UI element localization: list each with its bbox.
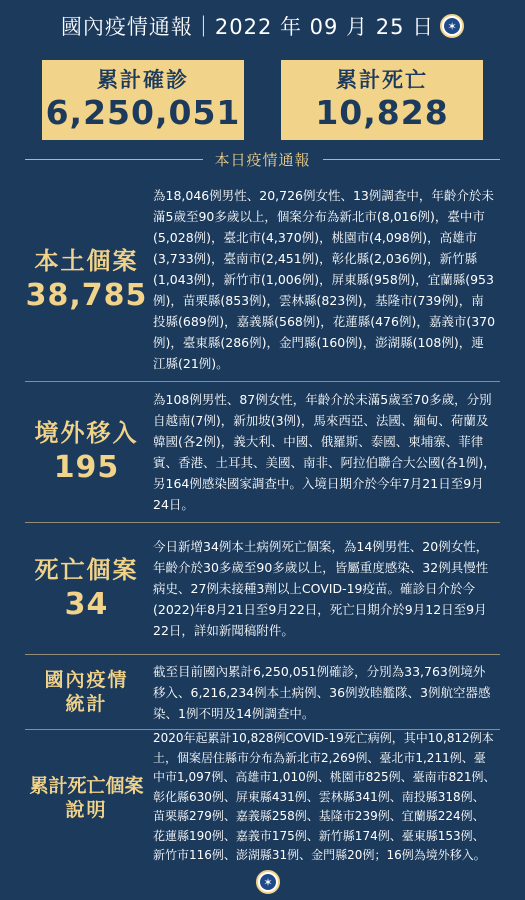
totals-panel: [42, 60, 483, 140]
section-domestic-stats: [25, 655, 500, 730]
divider-line-left: [25, 159, 203, 160]
section-imported-cases: [25, 382, 500, 523]
local-cases-summary: [25, 178, 148, 381]
imported-cases-summary: [25, 382, 148, 522]
footer-emblem-icon: [256, 870, 280, 894]
domestic-stats-title-line2: 統計: [65, 693, 108, 715]
section-local-cases: [25, 178, 500, 382]
domestic-stats-text: 截至目前國內累計6,250,051例確診，分別為33,763例境外移入、6,216,234例本土病例、36例敦睦艦隊、3例航空器感染、1例不明及14例調查中。: [153, 663, 491, 721]
divider-line-right: [323, 159, 501, 160]
total-deaths-box: [281, 60, 483, 140]
total-confirmed-value: 6,250,051: [45, 93, 241, 132]
total-deaths-value: 10,828: [315, 93, 449, 132]
imported-cases-value: 195: [53, 450, 120, 485]
total-deaths-label: 累計死亡: [336, 68, 428, 92]
section-cumulative-deaths: [25, 730, 500, 865]
imported-cases-text: 為108例男性、87例女性，年齡介於未滿5歲至70多歲，分別自越南(7例)，新加坡(3例)，馬來西亞、法國、緬甸、荷蘭及韓國(各2例)，義大利、中國、俄羅斯、泰國、柬埔寨、菲律賓、香港、土耳其、美國、南非、阿拉伯聯合大公國(各1例)，另164例感染國家調查中。入境日期介於今年7月21日至9月24日。: [153, 392, 496, 512]
today-divider: [25, 146, 500, 172]
page-title: 國內疫情通報｜2022 年 09 月 25 日: [60, 15, 435, 39]
deaths-title: 死亡個案: [34, 555, 139, 584]
cumulative-deaths-title-line1: 累計死亡個案: [29, 774, 144, 797]
header: [0, 0, 525, 52]
cumulative-deaths-summary: [25, 730, 148, 865]
emblem-star-icon: ✶: [444, 18, 460, 34]
section-deaths: [25, 523, 500, 655]
total-confirmed-label: 累計確診: [97, 68, 189, 92]
domestic-stats-summary: [25, 655, 148, 729]
footer-emblem-star-icon: ✶: [260, 874, 276, 890]
cumulative-deaths-title-line2: 說明: [65, 798, 108, 821]
imported-cases-title: 境外移入: [34, 419, 139, 447]
moh-emblem-icon: [440, 14, 464, 38]
local-cases-title: 本土個案: [34, 246, 139, 275]
total-confirmed-box: [42, 60, 244, 140]
deaths-value: 34: [64, 586, 109, 622]
deaths-summary: [25, 523, 148, 654]
today-title: 本日疫情通報: [214, 150, 311, 169]
local-cases-value: 38,785: [25, 277, 148, 313]
local-cases-text: 為18,046例男性、20,726例女性、13例調查中，年齡介於未滿5歲至90多歲以上，個案分布為新北市(8,016例)，臺中市(5,028例)，臺北市(4,370例)，桃園市(4,098例)，高雄市(3,733例)，臺南市(2,451例)，彰化縣(2,036例)，新竹縣(1,043例)，新竹市(1,006例)，屏東縣(958例)，宜蘭縣(953例)，苗栗縣(853例)，雲林縣(823例)，基隆市(739例)，南投縣(689例)，嘉義縣(568例)，花蓮縣(476例)，嘉義市(370例)，臺東縣(286例)，金門縣(160例)，澎湖縣(108例)，連江縣(21例)。: [153, 188, 496, 371]
domestic-stats-title-line1: 國內疫情: [44, 669, 129, 691]
cumulative-deaths-text: 2020年起累計10,828例COVID-19死亡病例，其中10,812例本土，個案居住縣市分布為新北市2,269例、臺北市1,211例、臺中市1,097例、高雄市1,010例、桃園市825例、臺南市821例、彰化縣630例、屏東縣431例、雲林縣341例、南投縣318例、苗栗縣279例、嘉義縣258例、基隆市239例、宜蘭縣224例、花蓮縣190例、嘉義市175例、新竹縣174例、臺東縣153例、新竹市116例、澎湖縣31例、金門縣20例；16例為境外移入。: [153, 731, 496, 863]
deaths-text: 今日新增34例本土病例死亡個案，為14例男性、20例女性，年齡介於30多歲至90多歲以上，皆屬重度感染、32例具慢性病史、27例未接種3劑以上COVID-19疫苗。確診日介於今(2022)年8月21日至9月22日，死亡日期介於9月12日至9月22日，詳如新聞稿附件。: [153, 539, 489, 638]
